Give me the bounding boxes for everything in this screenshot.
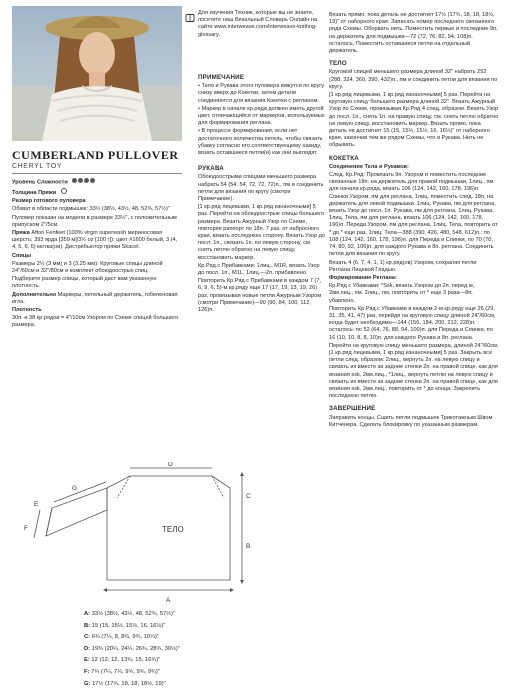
skein-icon [61,188,67,194]
diagram-letter: E [34,501,39,508]
difficulty-dots [72,178,96,186]
pattern-title: CUMBERLAND PULLOVER [12,148,179,162]
pattern-author: CHERYL TOY [12,163,63,170]
measurement-row: B: 15 (15, 15½, 15½, 16, 16½)" [84,622,166,629]
note-item: • Тело и Рукава этого пуловера вяжутся по кругу снизу вверх до Кокетки, затем детали соединяются для вязания Кокетки с регланом. [198,83,325,104]
schematic-diagram [12,462,262,607]
size-label: Размер готового пуловера [12,198,86,205]
difficulty-label: Уровень Сложности [12,179,68,186]
sleeves-title: РУКАВА [198,165,224,173]
needles-label: Спицы [12,252,32,259]
notes-title: ПРИМЕЧАНИЕ [198,74,245,81]
yarn-weight-icon [61,188,68,197]
dot-icon [72,178,77,183]
measurement-row: A: 33½ (38½, 43½, 48, 52¾, 57½)" [84,611,176,617]
needles-note: Подберите размер спицы, который даст вам указанную плотность. [12,276,157,290]
gauge-label: Плотность [12,306,42,313]
yoke-paragraph: След. Кр.Ряд: Провязать 9п. Узором и поместить последние связанные 18п. на держатель для правой подмышки, 1лиц., пм для начала кр.ряда, вязать 106 (124, 142, 160, 178, 196)п. Спинки Узором, пм для реглана, 1лиц. поместить след. 18п. на держатель для левой подмышки. 1лиц. Рукава, пм для реглана, вязать Узор до посл. 1п. Рукава, пм для реглана, 1лиц. Рукава, 1лиц. Тела, пм для реглана, вязать 106 (124, 142, 160, 178, 196)п. Переда Узором, пм для реглана, 1лиц. Тела, повторить от * до * еще раз, 1лиц. Тела—388 (390, 426, 480, 548, 612)п.: по 108 (124, 142, 160, 178, 196)п. для Переда и Спинки, по 70 (70, 74, 80, 92, 106)п. для каждого Рукава и 8п. реглана. Соединить петли для вязания по кругу. [329,172,498,258]
body-paragraph: Круговой спицей меньшего размера длиной 32" набрать 252 (288, 324, 360, 390, 432)п., пм и соединить петли для вязания по кругу. [329,69,498,90]
divider [12,173,182,174]
note-item: • Маркер в начале кр.ряда должен иметь другой цвет, отличающийся от маркеров, используемых для формирования реглана. [198,105,325,127]
dot-icon [84,178,89,183]
note-item: • В процессе формирования, если нет достаточного количества петель, чтобы связать убавку согласно его соответствующему накиду, вязать оставшиеся петли(и) как они выглядят. [198,128,323,157]
model-photo [12,6,182,141]
yarn-weight-row [12,188,182,197]
diagram-letter: G [72,485,78,492]
size-text: Обхват в области подмышек: 33½ (38½, 43½, 48, 52¾, 57½)" [12,206,170,213]
yarn-weight-label: Толщина Пряжи [12,189,57,196]
difficulty-row [12,178,182,187]
raglan-title: Формирование Реглана: [329,274,397,281]
sleeves-paragraph: [1 кр.ряд лицевыми, 1 кр.ряд изнаночными] 5 раз. Перейти на обоюдоострые спицы большего размера. Вязать Ажурный Узор по Схеме, повторяя раппорт по 18п. 7 раз. от набросного края, вязать последнюю сторону. Вязать Узор до посл. 1п., связать 1п. по левую сторону, см. снять петлю обратно на левую спицу, восстановить маркер. [198,204,326,261]
measurement-row: E: 12 (12, 12, 13¾, 15, 16¾)" [84,657,161,664]
diagram-letter: D [168,462,173,468]
body-title: ТЕЛО [329,60,347,68]
finishing-title: ЗАВЕРШЕНИЕ [329,405,376,413]
size-note: Пуловер показан на модели в размере 33½", с положительным припуском 2"/5см. [12,214,177,228]
finishing-paragraph: Заправить концы. Сшить петли подмышек Трикотажным Швом Китченера. Сделать блокировку по указанным размерам. [329,414,493,428]
yarn-info: Пряжа Afton Fenfeet (100% virgin superwash мериносовая шерсть; 393 ярда [359 м]/3½ oz [100 г]): цвет #1600 белый, 3 (4, 4, 5, 6, 6) мотка(ов). Дистрибьютор пряжи Skacel. [12,229,178,251]
dot-icon [78,178,83,183]
sleeves-paragraph: Обоюдоострыми спицами меньшего размера набрать 54 (54, 54, 72, 72, 72)п., пм и соединить петли для вязания по кругу (смотри Примечание). [198,174,324,203]
diagram-letter: C [246,493,251,500]
diagram-body-label: ТЕЛО [162,525,184,534]
measurement-row: G: 17½ (17¾, 18, 18, 18½, 19)" [84,680,166,687]
needles-text: Размеры 2½ (3 мм) и 3 (3.25 мм): Круговые спицы длиной 24"/60см и 32"/80см и комплект обоюдоострых спиц. [12,260,163,274]
diagram-letter: F [24,525,28,532]
gauge-text: 30п. и 38 кр.рядов = 4"/10см Узором по Схеме спицей большего размера. [12,315,179,329]
specs-column [12,178,182,331]
measurements-list [84,609,180,690]
right-column [329,12,499,430]
yoke-title: КОКЕТКА [329,154,359,162]
measurement-row: C: 6¾ (7¼, 8, 8¾, 9¾, 10¼)" [84,634,159,641]
sleeves-paragraph: Вязать прямо, пока деталь не достигнет 17½ (17¾, 18, 18, 18½, 19)" от наборного края. Записать номер последнего связанного ряда Схемы. Оборвать нить. Поместить первые и последние 9п. на держатель для подмышки—72 (72, 76, 82, 94, 108)п. осталось. Поместить оставшиеся петли на отдельный держатель. [329,12,498,55]
measurement-row: F: 7¼ (7¼, 7¼, 9¾, 9¾, 9¾)" [84,668,160,675]
measurement-row: D: 19¾ (20¼, 24¼, 26¾, 28¾, 30½)" [84,645,180,652]
raglan-paragraph: Повторить Кр.Ряд с Убавками в каждом 2-м кр.ряду еще 26 (29, 31, 35, 41, 47) раз, перейдя на круговую спицу длиной 24"/60см, когда будет необходимо—144 (156, 184, 200, 212, 228)п. осталось: по 52 (64, 76, 88, 94, 100)п. для Переда и Спинки, по 16 (10, 10, 8, 8, 10)п. для каждого Рукава и 8п. реглана. [329,305,496,341]
sleeves-paragraph: Кр.Ряд с Прибавками: 1лиц., М1R, вязать Узор до посл. 1п., М1L, 1лиц.—2п. прибавлено. [198,262,320,277]
glossary-tip: Для изучения Техник, которые вы не знаете, посетите наш Вязальный Словарь Онлайн на сайте www.interweave.com/interweave-knitting-glossary. [198,10,318,38]
book-icon [185,10,195,20]
dot-icon [90,178,95,183]
sleeves-paragraph: Повторить Кр.Ряд с Прибавками в каждом 7 (7, 6, 9, 6, 5)-м кр.ряду еще 17 (17, 19, 13, 19, 26) раз, провязывая новые петли Ажурным Узором (смотри Примечание)—90 (90, 84, 100, 112, 126)п. [198,278,322,314]
yoke-paragraph: Вязать 4 (6, 7, 4, 1, 1) кр.ряд(ов) Узором, сохраняя петли Реглана Лицевой Гладью. [329,259,477,273]
yoke-join-title: Соединение Тела и Рукавов: [329,163,409,170]
middle-column [198,74,326,315]
raglan-paragraph: Кр.Ряд с Убавками: *Ssk, вязать Узором до 2п. перед м, 2вм.лиц., пм. 2лиц., пм, повторить от * еще 3 раза—8п. убавлено. [329,283,475,304]
diagram-letter: A [166,597,171,604]
raglan-paragraph: Перейти на круговую спицу меньшего размера, длиной 24"/60см. [1 кр.ряд лицевыми, 1 кр.ряд изнаночными] 5 раз. Закрыть все петли след. образом: 2лиц., вернуть 2п. на левую спицу и связать их вместе за задние стенки 2п. на правой спице, как для вязания ssk, 2вм.лиц., *1лиц., вернуть петлю на левую спицу и связать их вместе за задние стенки 2п. на правой спице, как для вязания ssk, 2вм.лиц., повторить от * до конца. Закрепить последнюю петлю. [329,342,499,400]
body-paragraph: [1 кр.ряд лицевыми, 1 кр.ряд изнаночными] 5 раз. Перейти на круговую спицу большего размера длиной 32". Вязать Ажурный Узор по Схеме, провязывая Кр.Ряд 4 след. образом. Вязать Узор до посл. 1п., снять 1п. на правую спицу, см. снять петлю обратно на левую спицу, восстановить маркер. Вязать прямо, пока деталь не достигнет 15 (15, 15½, 15½, 16, 16½)" от наборного края, закончив тем же рядом Схемы, что и Рукава. Нить не обрывать. [329,92,499,149]
diagram-letter: B [246,543,251,550]
notions-info: Дополнительно Маркеры, петельный держатель, гобеленовая игла. [12,291,178,305]
